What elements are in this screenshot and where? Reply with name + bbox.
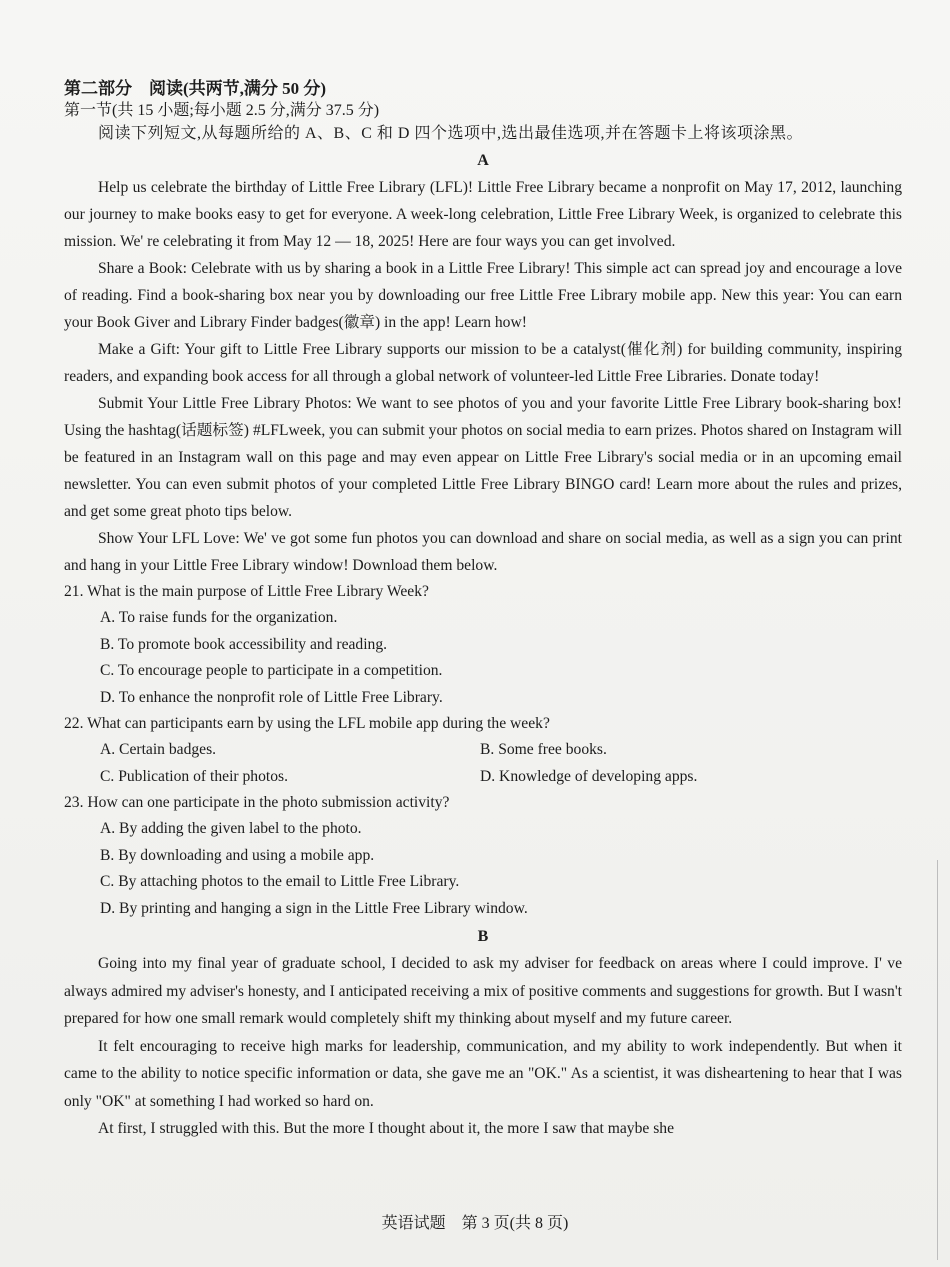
- question-stem: 21. What is the main purpose of Little Free Library Week?: [64, 583, 429, 600]
- passage-b-paragraph: Going into my final year of graduate school, I decided to ask my adviser for feedback on areas where I could improve. I' ve always admired my adviser's honesty, and I anticipated receiving a mix of positive comments and suggestions for growth. But I wasn't prepared for how one small remark would completely shift my thinking about myself and my future career.: [64, 955, 902, 1027]
- passage-b-label: B: [477, 928, 489, 945]
- question-23: [64, 790, 902, 922]
- page-edge-divider: [937, 860, 938, 1260]
- question-22: [64, 711, 902, 790]
- passage-a-paragraph: Share a Book: Celebrate with us by sharing a book in a Little Free Library! This simple act can spread joy and encourage a love of reading. Find a book-sharing box near you by downloading our free Little Free Library mobile app. New this year: You can earn your Book Giver and Library Finder badges(徽章) in the app! Learn how!: [64, 260, 902, 331]
- option-a: A. Certain badges.: [100, 741, 217, 758]
- option-c: C. Publication of their photos.: [100, 767, 288, 785]
- part-title: 第二部分 阅读(共两节,满分 50 分): [64, 79, 327, 98]
- question-21: [64, 579, 902, 711]
- option-d: D. To enhance the nonprofit role of Little Free Library.: [100, 688, 443, 706]
- option-a: A. To raise funds for the organization.: [100, 609, 338, 626]
- question-stem: 23. How can one participate in the photo submission activity?: [64, 794, 450, 811]
- passage-a: [64, 174, 902, 579]
- page-footer: 英语试题 第 3 页(共 8 页): [381, 1215, 569, 1232]
- option-b: B. By downloading and using a mobile app.: [100, 846, 375, 864]
- passage-b: [64, 950, 902, 1143]
- option-b: B. Some free books.: [480, 741, 607, 758]
- option-row: [64, 737, 902, 764]
- option-b: B. To promote book accessibility and reading.: [100, 635, 388, 653]
- passage-a-paragraph: Show Your LFL Love: We' ve got some fun photos you can download and share on social media, as well as a sign you can print and hang in your Little Free Library window! Download them below.: [64, 530, 902, 574]
- passage-a-paragraph: Help us celebrate the birthday of Little Free Library (LFL)! Little Free Library became a nonprofit on May 17, 2012, launching our journey to make books easy to get for everyone. A week-long celebration, Little Free Library Week, is organized to celebrate this mission. We' re celebrating it from May 12 — 18, 2025! Here are four ways you can get involved.: [64, 179, 902, 250]
- passage-b-paragraph: It felt encouraging to receive high marks for leadership, communication, and my ability to work independently. But when it came to the ability to notice specific information or data, she gave me an "OK." As a scientist, it was disheartening to hear that I was only "OK" at something I had worked so hard on.: [64, 1037, 902, 1110]
- option-d: D. Knowledge of developing apps.: [480, 767, 698, 785]
- option-c: C. By attaching photos to the email to Little Free Library.: [100, 873, 460, 890]
- option-a: A. By adding the given label to the photo.: [100, 820, 362, 837]
- passage-b-paragraph: At first, I struggled with this. But the more I thought about it, the more I saw that maybe she: [98, 1120, 675, 1137]
- section-title: 第一节(共 15 小题;每小题 2.5 分,满分 37.5 分): [64, 102, 380, 119]
- passage-a-paragraph: Make a Gift: Your gift to Little Free Library supports our mission to be a catalyst(催化剂) for building community, inspiring readers, and expanding book access for all through a global network of volunteer-led Little Free Libraries. Donate today!: [64, 341, 902, 385]
- option-c: C. To encourage people to participate in a competition.: [100, 662, 443, 679]
- option-d: D. By printing and hanging a sign in the Little Free Library window.: [100, 899, 528, 917]
- question-stem: 22. What can participants earn by using the LFL mobile app during the week?: [64, 715, 550, 732]
- option-row: [64, 764, 902, 791]
- directions: 阅读下列短文,从每题所给的 A、B、C 和 D 四个选项中,选出最佳选项,并在答题卡上将该项涂黑。: [98, 125, 803, 142]
- passage-a-paragraph: Submit Your Little Free Library Photos: We want to see photos of you and your favorite Little Free Library book-sharing box! Using the hashtag(话题标签) #LFLweek, you can submit your photos on social media to earn prizes. Photos shared on Instagram will be featured in an Instagram wall on this page and may even appear on Little Free Library's social media or in an upcoming email newsletter. You can even submit photos of your completed Little Free Library BINGO card! Learn more about the rules and prizes, and get some great photo tips below.: [64, 395, 902, 520]
- passage-a-label: A: [477, 152, 489, 169]
